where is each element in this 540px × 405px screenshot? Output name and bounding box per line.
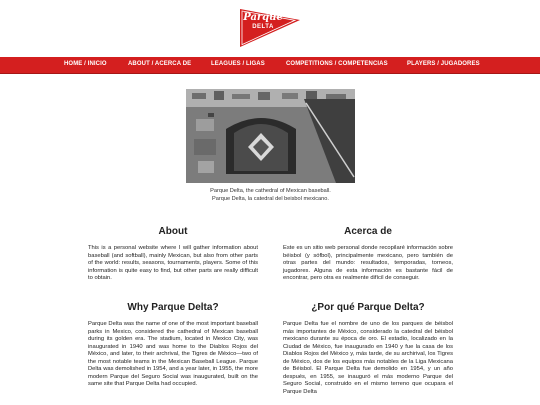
porque-heading: ¿Por qué Parque Delta? [311,302,425,313]
why-text: Parque Delta was the name of one of the most important baseball parks in Mexico, considered the cathedral of Mexican baseball during its golden era. The stadium, located in Mexico City, was inaugurated in 1940 and was home to the Diablos Rojos del México, and later, to their archrival, the Tigres de México—two of the most notable teams in the Mexican Baseball League. Parque Delta was demolished in 1954, and a year later, in 1955, the more modern Parque del Seguro Social was inaugurated, built on the same site that Parque Delta had occupied. [88,321,258,387]
caption-english: Parque Delta, the cathedral of Mexican baseball. [210,188,331,194]
nav-item-competitions[interactable]: COMPETITIONS / COMPETENCIAS [286,61,388,67]
about-section [88,226,258,283]
acerca-text: Este es un sitio web personal donde recopilaré información sobre béisbol (y sófbol), principalmente mexicano, pero también de otras partes del mundo: resultados, temporadas, torneos, jugadores. Alguna de esta información es bastante fácil de encontrar, pero otra es realmente difícil de conseguir. [283,245,453,281]
acerca-section [283,226,453,283]
nav-item-players[interactable]: PLAYERS / JUGADORES [407,61,480,67]
nav-item-about[interactable]: ABOUT / ACERCA DE [128,61,192,67]
about-heading: About [158,226,188,237]
photo-caption [186,187,355,203]
logo-text [243,13,283,30]
site-header [0,0,540,57]
about-text: This is a personal website where I will gather information about baseball (and softball), mainly Mexican, but also from other parts of the world: results, seasons, tournaments, players. Some of this information is quite easy to find, but other parts are really difficult to obtain. [88,245,258,281]
acerca-heading: Acerca de [344,226,392,237]
logo-line1: Parque [243,12,283,23]
featured-photo [186,89,355,203]
porque-section [283,302,453,396]
porque-text: Parque Delta fue el nombre de uno de los parques de béisbol más importantes de México, considerado la catedral del béisbol mexicano durante su época de oro. El estadio, localizado en la Ciudad de México, fue inaugurado en 1940 y fue la casa de los Diablos Rojos del México y, más tarde, de su archirival, los Tigres de México, dos de los equipos más notables de la Liga Mexicana de Béisbol. El Parque Delta fue demolido en 1954, y un año después, en 1955, se inauguró el más moderno Parque del Seguro Social, construido en el mismo terreno que ocupara el Parque Delta [283,321,453,395]
site-logo[interactable] [240,9,300,47]
stadium-aerial-photo [186,89,355,183]
nav-item-home[interactable]: HOME / INICIO [64,61,107,67]
nav-item-leagues[interactable]: LEAGUES / LIGAS [211,61,265,67]
caption-spanish: Parque Delta, la catedral del beisbol mexicano. [212,196,329,202]
main-nav [0,57,540,74]
why-section [88,302,258,389]
logo-line2: DELTA [252,24,274,30]
why-heading: Why Parque Delta? [127,302,219,313]
